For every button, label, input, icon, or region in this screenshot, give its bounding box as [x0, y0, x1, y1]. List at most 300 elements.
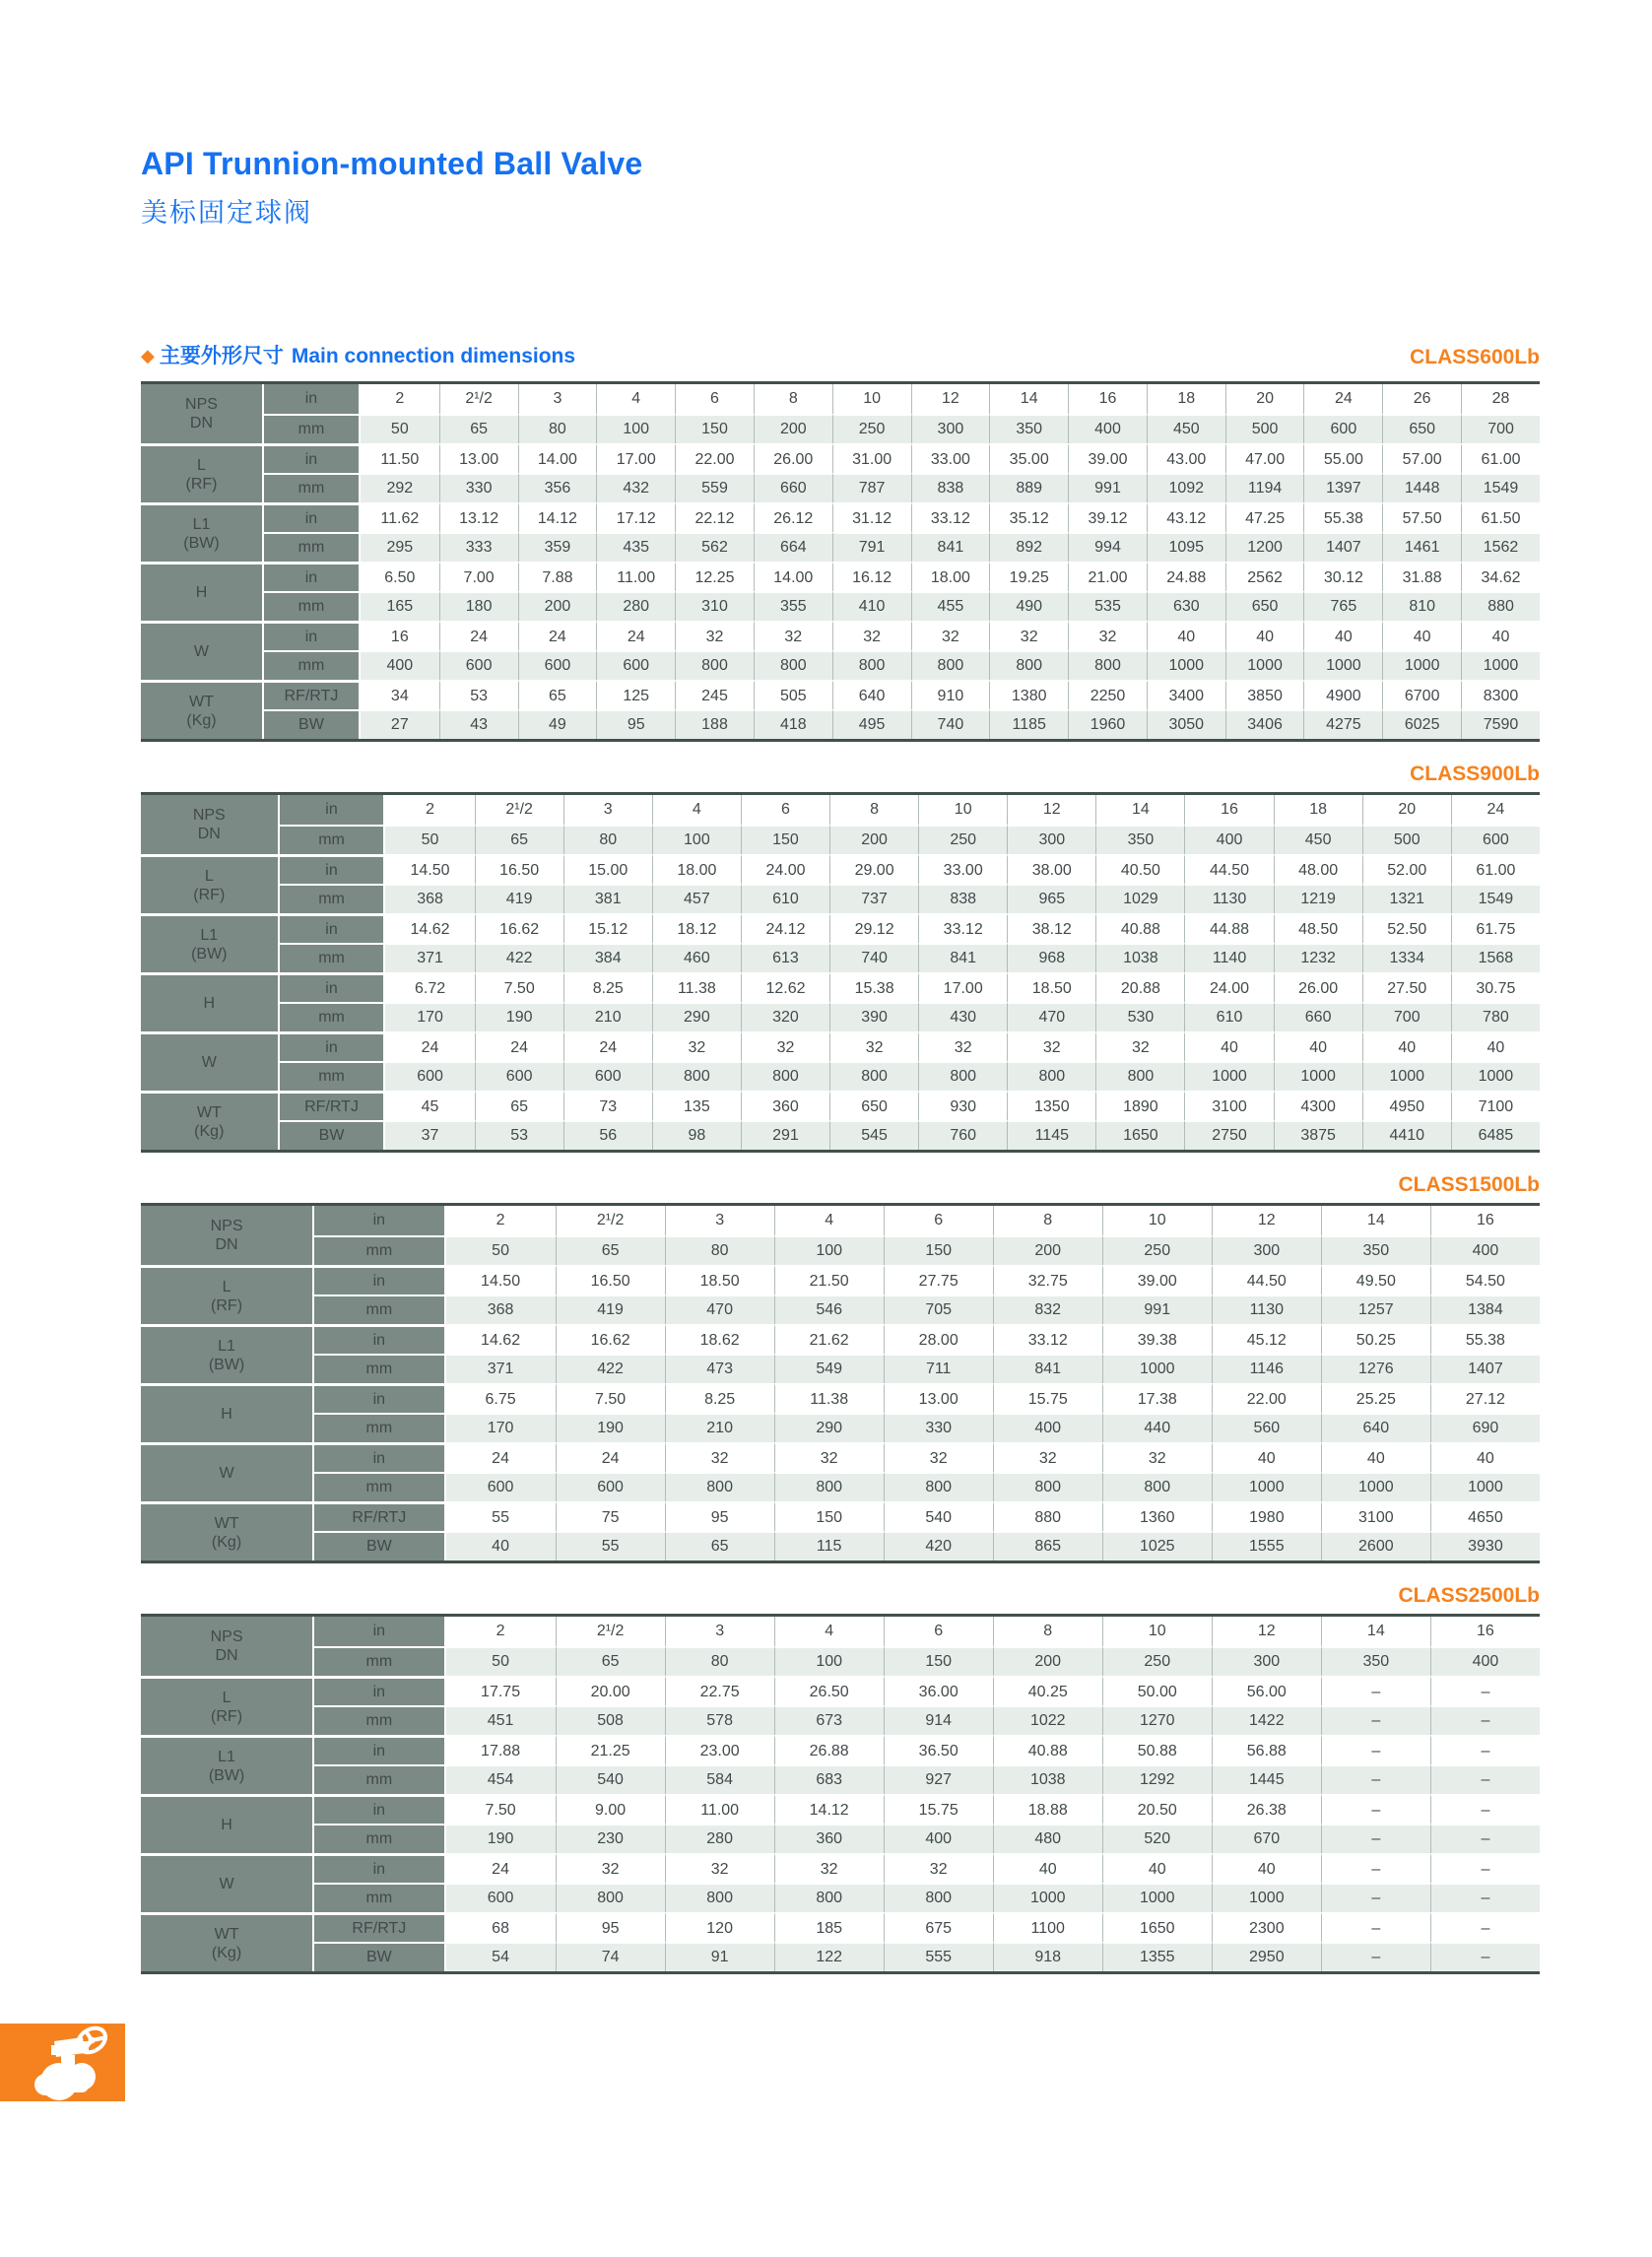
- value-cell: 7.88: [518, 562, 597, 591]
- value-cell: 25.25: [1321, 1383, 1430, 1413]
- value-cell: 1321: [1362, 884, 1451, 913]
- value-cell: 56: [563, 1120, 652, 1150]
- value-cell: 545: [829, 1120, 918, 1150]
- value-cell: 80: [518, 414, 597, 443]
- value-cell: 11.00: [596, 562, 675, 591]
- value-cell: 660: [754, 473, 832, 502]
- value-cell: 24: [446, 1853, 556, 1883]
- value-cell: 75: [556, 1501, 665, 1531]
- value-cell: 4650: [1430, 1501, 1540, 1531]
- value-cell: 16: [361, 621, 439, 650]
- value-cell: 355: [754, 591, 832, 621]
- value-cell: 14.62: [446, 1324, 556, 1354]
- class-label-row-900lb: [141, 763, 1540, 786]
- value-cell: 600: [556, 1472, 665, 1501]
- value-cell: 26.88: [774, 1735, 884, 1764]
- value-cell: 65: [556, 1646, 665, 1676]
- value-cell: 61.00: [1461, 443, 1540, 473]
- value-cell: –: [1321, 1705, 1430, 1735]
- size-header-cell: 8: [993, 1617, 1102, 1646]
- value-cell: 40: [993, 1853, 1102, 1883]
- value-cell: 1038: [1095, 943, 1184, 972]
- value-cell: 14.62: [385, 913, 474, 943]
- value-cell: 300: [1212, 1235, 1321, 1265]
- section-heading: [141, 340, 575, 369]
- size-header-cell: 12: [1212, 1206, 1321, 1235]
- unit-label: BW: [314, 1531, 445, 1560]
- value-cell: 991: [1102, 1294, 1212, 1324]
- value-cell: 20.00: [556, 1676, 665, 1705]
- value-cell: 300: [1212, 1646, 1321, 1676]
- table-row: [141, 1883, 1540, 1912]
- value-cell: 991: [1068, 473, 1147, 502]
- value-cell: 13.12: [439, 502, 518, 532]
- value-cell: 675: [884, 1912, 993, 1942]
- value-cell: 40: [1225, 621, 1304, 650]
- value-cell: 15.75: [884, 1794, 993, 1824]
- unit-label: mm: [314, 1235, 445, 1265]
- value-cell: 780: [1451, 1002, 1540, 1031]
- value-cell: 700: [1362, 1002, 1451, 1031]
- value-cell: 480: [993, 1824, 1102, 1853]
- table-row: [141, 502, 1540, 532]
- value-cell: 320: [741, 1002, 829, 1031]
- value-cell: 3875: [1274, 1120, 1362, 1150]
- size-header-cell: 24: [1451, 795, 1540, 825]
- value-cell: 32: [754, 621, 832, 650]
- value-cell: 1194: [1225, 473, 1304, 502]
- value-cell: 800: [911, 650, 990, 680]
- size-header-cell: 2¹/2: [475, 795, 563, 825]
- size-header-cell: 16: [1184, 795, 1273, 825]
- value-cell: 500: [1225, 414, 1304, 443]
- value-cell: 6.50: [361, 562, 439, 591]
- size-header-cell: 2¹/2: [556, 1617, 665, 1646]
- value-cell: 53: [475, 1120, 563, 1150]
- ball-valve-icon: [0, 2024, 125, 2101]
- value-cell: 40: [1382, 621, 1461, 650]
- value-cell: 32: [829, 1031, 918, 1061]
- value-cell: 24: [563, 1031, 652, 1061]
- unit-label: mm: [280, 1002, 386, 1031]
- value-cell: 1270: [1102, 1705, 1212, 1735]
- value-cell: 432: [596, 473, 675, 502]
- value-cell: 1000: [1430, 1472, 1540, 1501]
- value-cell: 32: [993, 1442, 1102, 1472]
- value-cell: 12.25: [675, 562, 754, 591]
- section-title-row: [141, 340, 1540, 369]
- value-cell: 98: [652, 1120, 741, 1150]
- value-cell: 21.50: [774, 1265, 884, 1294]
- value-cell: 4410: [1362, 1120, 1451, 1150]
- value-cell: 23.00: [665, 1735, 774, 1764]
- value-cell: 65: [439, 414, 518, 443]
- value-cell: 690: [1430, 1413, 1540, 1442]
- table-row: [141, 1912, 1540, 1942]
- row-group-label: WT (Kg): [141, 1501, 314, 1560]
- unit-label: mm: [314, 1646, 445, 1676]
- value-cell: 422: [475, 943, 563, 972]
- value-cell: 74: [556, 1942, 665, 1971]
- value-cell: 3400: [1147, 680, 1225, 709]
- value-cell: 15.75: [993, 1383, 1102, 1413]
- value-cell: 540: [884, 1501, 993, 1531]
- value-cell: 8.25: [665, 1383, 774, 1413]
- value-cell: 1407: [1430, 1354, 1540, 1383]
- unit-label: in: [314, 1324, 445, 1354]
- value-cell: 24: [385, 1031, 474, 1061]
- value-cell: 800: [832, 650, 911, 680]
- value-cell: 100: [596, 414, 675, 443]
- table-row: [141, 1061, 1540, 1091]
- table-row: [141, 1265, 1540, 1294]
- value-cell: 32: [665, 1853, 774, 1883]
- value-cell: 45: [385, 1091, 474, 1120]
- value-cell: 578: [665, 1705, 774, 1735]
- value-cell: 4900: [1303, 680, 1382, 709]
- unit-label: mm: [314, 1705, 445, 1735]
- value-cell: –: [1430, 1824, 1540, 1853]
- value-cell: 350: [1095, 825, 1184, 854]
- size-header-cell: 26: [1382, 384, 1461, 414]
- value-cell: 1232: [1274, 943, 1362, 972]
- value-cell: 120: [665, 1912, 774, 1942]
- unit-label: in: [314, 1442, 445, 1472]
- table-row: [141, 473, 1540, 502]
- value-cell: 150: [884, 1646, 993, 1676]
- row-group-label: NPS DN: [141, 384, 264, 443]
- table-row: [141, 709, 1540, 739]
- table-row: [141, 1764, 1540, 1794]
- value-cell: 15.38: [829, 972, 918, 1002]
- value-cell: 350: [1321, 1646, 1430, 1676]
- value-cell: 40: [1451, 1031, 1540, 1061]
- value-cell: 50: [446, 1235, 556, 1265]
- value-cell: 968: [1007, 943, 1095, 972]
- value-cell: –: [1321, 1676, 1430, 1705]
- value-cell: 6700: [1382, 680, 1461, 709]
- table-row: [141, 913, 1540, 943]
- value-cell: 38.00: [1007, 854, 1095, 884]
- value-cell: 371: [446, 1354, 556, 1383]
- value-cell: 100: [774, 1235, 884, 1265]
- value-cell: 52.00: [1362, 854, 1451, 884]
- value-cell: 17.12: [596, 502, 675, 532]
- value-cell: 368: [385, 884, 474, 913]
- value-cell: 1960: [1068, 709, 1147, 739]
- table-row: [141, 650, 1540, 680]
- table-row: [141, 1942, 1540, 1971]
- value-cell: 505: [754, 680, 832, 709]
- value-cell: 150: [675, 414, 754, 443]
- value-cell: 832: [993, 1294, 1102, 1324]
- size-header-cell: 18: [1147, 384, 1225, 414]
- unit-label: in: [314, 1265, 445, 1294]
- table-row: [141, 1354, 1540, 1383]
- value-cell: 49: [518, 709, 597, 739]
- value-cell: 1000: [993, 1883, 1102, 1912]
- value-cell: 6025: [1382, 709, 1461, 739]
- value-cell: 40: [1184, 1031, 1273, 1061]
- page-header: [141, 0, 1540, 230]
- row-group-label: W: [141, 621, 264, 680]
- value-cell: 292: [361, 473, 439, 502]
- value-cell: 24: [446, 1442, 556, 1472]
- value-cell: 910: [911, 680, 990, 709]
- value-cell: 918: [993, 1942, 1102, 1971]
- unit-label: mm: [314, 1764, 445, 1794]
- value-cell: 1380: [989, 680, 1068, 709]
- value-cell: 200: [518, 591, 597, 621]
- company-logo: [0, 2024, 125, 2101]
- value-cell: 841: [911, 532, 990, 562]
- value-cell: 540: [556, 1764, 665, 1794]
- value-cell: 1095: [1147, 532, 1225, 562]
- table-row: [141, 884, 1540, 913]
- value-cell: 838: [918, 884, 1007, 913]
- value-cell: 800: [754, 650, 832, 680]
- value-cell: 400: [1430, 1235, 1540, 1265]
- size-header-cell: 16: [1430, 1206, 1540, 1235]
- value-cell: 600: [596, 650, 675, 680]
- value-cell: 11.50: [361, 443, 439, 473]
- value-cell: 17.00: [918, 972, 1007, 1002]
- value-cell: 39.38: [1102, 1324, 1212, 1354]
- unit-label: BW: [264, 709, 361, 739]
- value-cell: –: [1321, 1735, 1430, 1764]
- unit-label: mm: [264, 473, 361, 502]
- value-cell: 1549: [1461, 473, 1540, 502]
- value-cell: 1890: [1095, 1091, 1184, 1120]
- table-row: [141, 1442, 1540, 1472]
- value-cell: 24.00: [741, 854, 829, 884]
- value-cell: 16.62: [556, 1324, 665, 1354]
- value-cell: 11.38: [652, 972, 741, 1002]
- value-cell: 180: [439, 591, 518, 621]
- value-cell: 880: [993, 1501, 1102, 1531]
- value-cell: 16.62: [475, 913, 563, 943]
- value-cell: 350: [989, 414, 1068, 443]
- value-cell: 32.75: [993, 1265, 1102, 1294]
- value-cell: 24.00: [1184, 972, 1273, 1002]
- value-cell: 295: [361, 532, 439, 562]
- value-cell: 610: [741, 884, 829, 913]
- value-cell: 4300: [1274, 1091, 1362, 1120]
- value-cell: 1000: [1362, 1061, 1451, 1091]
- value-cell: 400: [1430, 1646, 1540, 1676]
- value-cell: 245: [675, 680, 754, 709]
- value-cell: 457: [652, 884, 741, 913]
- value-cell: 40: [1430, 1442, 1540, 1472]
- value-cell: 290: [652, 1002, 741, 1031]
- dimensions-table-class600lb: [141, 381, 1540, 742]
- value-cell: 33.00: [911, 443, 990, 473]
- value-cell: 927: [884, 1764, 993, 1794]
- unit-label: mm: [280, 1061, 386, 1091]
- value-cell: –: [1321, 1912, 1430, 1942]
- value-cell: 435: [596, 532, 675, 562]
- value-cell: 17.75: [446, 1676, 556, 1705]
- value-cell: 1000: [1147, 650, 1225, 680]
- value-cell: 230: [556, 1824, 665, 1853]
- value-cell: 80: [665, 1235, 774, 1265]
- value-cell: 889: [989, 473, 1068, 502]
- table-row: [141, 1324, 1540, 1354]
- value-cell: 705: [884, 1294, 993, 1324]
- value-cell: 559: [675, 473, 754, 502]
- value-cell: 38.12: [1007, 913, 1095, 943]
- size-header-cell: 3: [563, 795, 652, 825]
- class-label-row-2500lb: [141, 1584, 1540, 1608]
- value-cell: 470: [1007, 1002, 1095, 1031]
- value-cell: 546: [774, 1294, 884, 1324]
- unit-label: in: [314, 1383, 445, 1413]
- value-cell: 40: [1102, 1853, 1212, 1883]
- value-cell: 50.88: [1102, 1735, 1212, 1764]
- unit-label: RF/RTJ: [314, 1912, 445, 1942]
- size-header-cell: 14: [1321, 1206, 1430, 1235]
- value-cell: 185: [774, 1912, 884, 1942]
- value-cell: 1000: [1102, 1883, 1212, 1912]
- size-header-cell: 6: [675, 384, 754, 414]
- value-cell: 800: [989, 650, 1068, 680]
- value-cell: 1000: [1212, 1472, 1321, 1501]
- value-cell: 1334: [1362, 943, 1451, 972]
- value-cell: –: [1430, 1942, 1540, 1971]
- value-cell: 670: [1212, 1824, 1321, 1853]
- value-cell: –: [1321, 1853, 1430, 1883]
- value-cell: 841: [918, 943, 1007, 972]
- value-cell: 18.88: [993, 1794, 1102, 1824]
- value-cell: 419: [556, 1294, 665, 1324]
- size-header-cell: 3: [665, 1617, 774, 1646]
- unit-label: mm: [264, 650, 361, 680]
- table-row: [141, 1002, 1540, 1031]
- value-cell: 61.50: [1461, 502, 1540, 532]
- value-cell: 865: [993, 1531, 1102, 1560]
- dimensions-table-class1500lb: [141, 1203, 1540, 1563]
- value-cell: 711: [884, 1354, 993, 1383]
- value-cell: 32: [675, 621, 754, 650]
- table-row: [141, 443, 1540, 473]
- value-cell: 530: [1095, 1002, 1184, 1031]
- unit-label: RF/RTJ: [314, 1501, 445, 1531]
- size-header-cell: 8: [829, 795, 918, 825]
- value-cell: 1562: [1461, 532, 1540, 562]
- value-cell: 40: [1461, 621, 1540, 650]
- value-cell: 250: [832, 414, 911, 443]
- value-cell: 280: [665, 1824, 774, 1853]
- value-cell: 3930: [1430, 1531, 1540, 1560]
- size-header-cell: 4: [774, 1206, 884, 1235]
- table-row: [141, 1676, 1540, 1705]
- value-cell: 31.88: [1382, 562, 1461, 591]
- value-cell: 9.00: [556, 1794, 665, 1824]
- value-cell: 11.62: [361, 502, 439, 532]
- value-cell: 600: [518, 650, 597, 680]
- value-cell: 32: [556, 1853, 665, 1883]
- size-header-cell: 12: [911, 384, 990, 414]
- value-cell: 40: [1303, 621, 1382, 650]
- value-cell: 841: [993, 1354, 1102, 1383]
- value-cell: 115: [774, 1531, 884, 1560]
- table-row: [141, 532, 1540, 562]
- value-cell: 24.88: [1147, 562, 1225, 591]
- value-cell: 18.00: [911, 562, 990, 591]
- size-header-cell: 6: [884, 1617, 993, 1646]
- value-cell: 2950: [1212, 1942, 1321, 1971]
- value-cell: 100: [652, 825, 741, 854]
- unit-label: in: [314, 1617, 445, 1646]
- size-header-cell: 10: [832, 384, 911, 414]
- value-cell: 740: [911, 709, 990, 739]
- value-cell: 150: [741, 825, 829, 854]
- value-cell: 43.00: [1147, 443, 1225, 473]
- value-cell: 24.12: [741, 913, 829, 943]
- value-cell: 24: [556, 1442, 665, 1472]
- value-cell: 280: [596, 591, 675, 621]
- value-cell: 210: [563, 1002, 652, 1031]
- value-cell: 350: [1321, 1235, 1430, 1265]
- value-cell: 914: [884, 1705, 993, 1735]
- value-cell: 56.88: [1212, 1735, 1321, 1764]
- value-cell: 800: [774, 1472, 884, 1501]
- unit-label: in: [264, 621, 361, 650]
- row-group-label: H: [141, 562, 264, 621]
- table-row: [141, 562, 1540, 591]
- unit-label: in: [280, 1031, 386, 1061]
- table-row: [141, 1531, 1540, 1560]
- value-cell: 45.12: [1212, 1324, 1321, 1354]
- table-row: [141, 825, 1540, 854]
- table-row: [141, 1646, 1540, 1676]
- value-cell: 473: [665, 1354, 774, 1383]
- page-subtitle-chinese: 美标固定球阀: [141, 198, 312, 228]
- value-cell: 16.50: [556, 1265, 665, 1294]
- value-cell: 24: [596, 621, 675, 650]
- value-cell: 1025: [1102, 1531, 1212, 1560]
- value-cell: 11.00: [665, 1794, 774, 1824]
- value-cell: 4950: [1362, 1091, 1451, 1120]
- value-cell: 210: [665, 1413, 774, 1442]
- value-cell: 12.62: [741, 972, 829, 1002]
- value-cell: 32: [1095, 1031, 1184, 1061]
- value-cell: 48.00: [1274, 854, 1362, 884]
- value-cell: 55.38: [1303, 502, 1382, 532]
- unit-label: in: [280, 913, 386, 943]
- value-cell: 54: [446, 1942, 556, 1971]
- value-cell: 450: [1147, 414, 1225, 443]
- value-cell: 33.00: [918, 854, 1007, 884]
- row-group-label: L1 (BW): [141, 1735, 314, 1794]
- value-cell: 53: [439, 680, 518, 709]
- value-cell: 32: [832, 621, 911, 650]
- value-cell: 371: [385, 943, 474, 972]
- value-cell: 27.50: [1362, 972, 1451, 1002]
- table-row: [141, 795, 1540, 825]
- value-cell: 26.00: [1274, 972, 1362, 1002]
- value-cell: 800: [918, 1061, 1007, 1091]
- value-cell: 613: [741, 943, 829, 972]
- value-cell: 310: [675, 591, 754, 621]
- value-cell: 250: [918, 825, 1007, 854]
- value-cell: 1000: [1274, 1061, 1362, 1091]
- value-cell: 7100: [1451, 1091, 1540, 1120]
- value-cell: 100: [774, 1646, 884, 1676]
- row-group-label: W: [141, 1031, 280, 1091]
- value-cell: 27.75: [884, 1265, 993, 1294]
- value-cell: –: [1430, 1794, 1540, 1824]
